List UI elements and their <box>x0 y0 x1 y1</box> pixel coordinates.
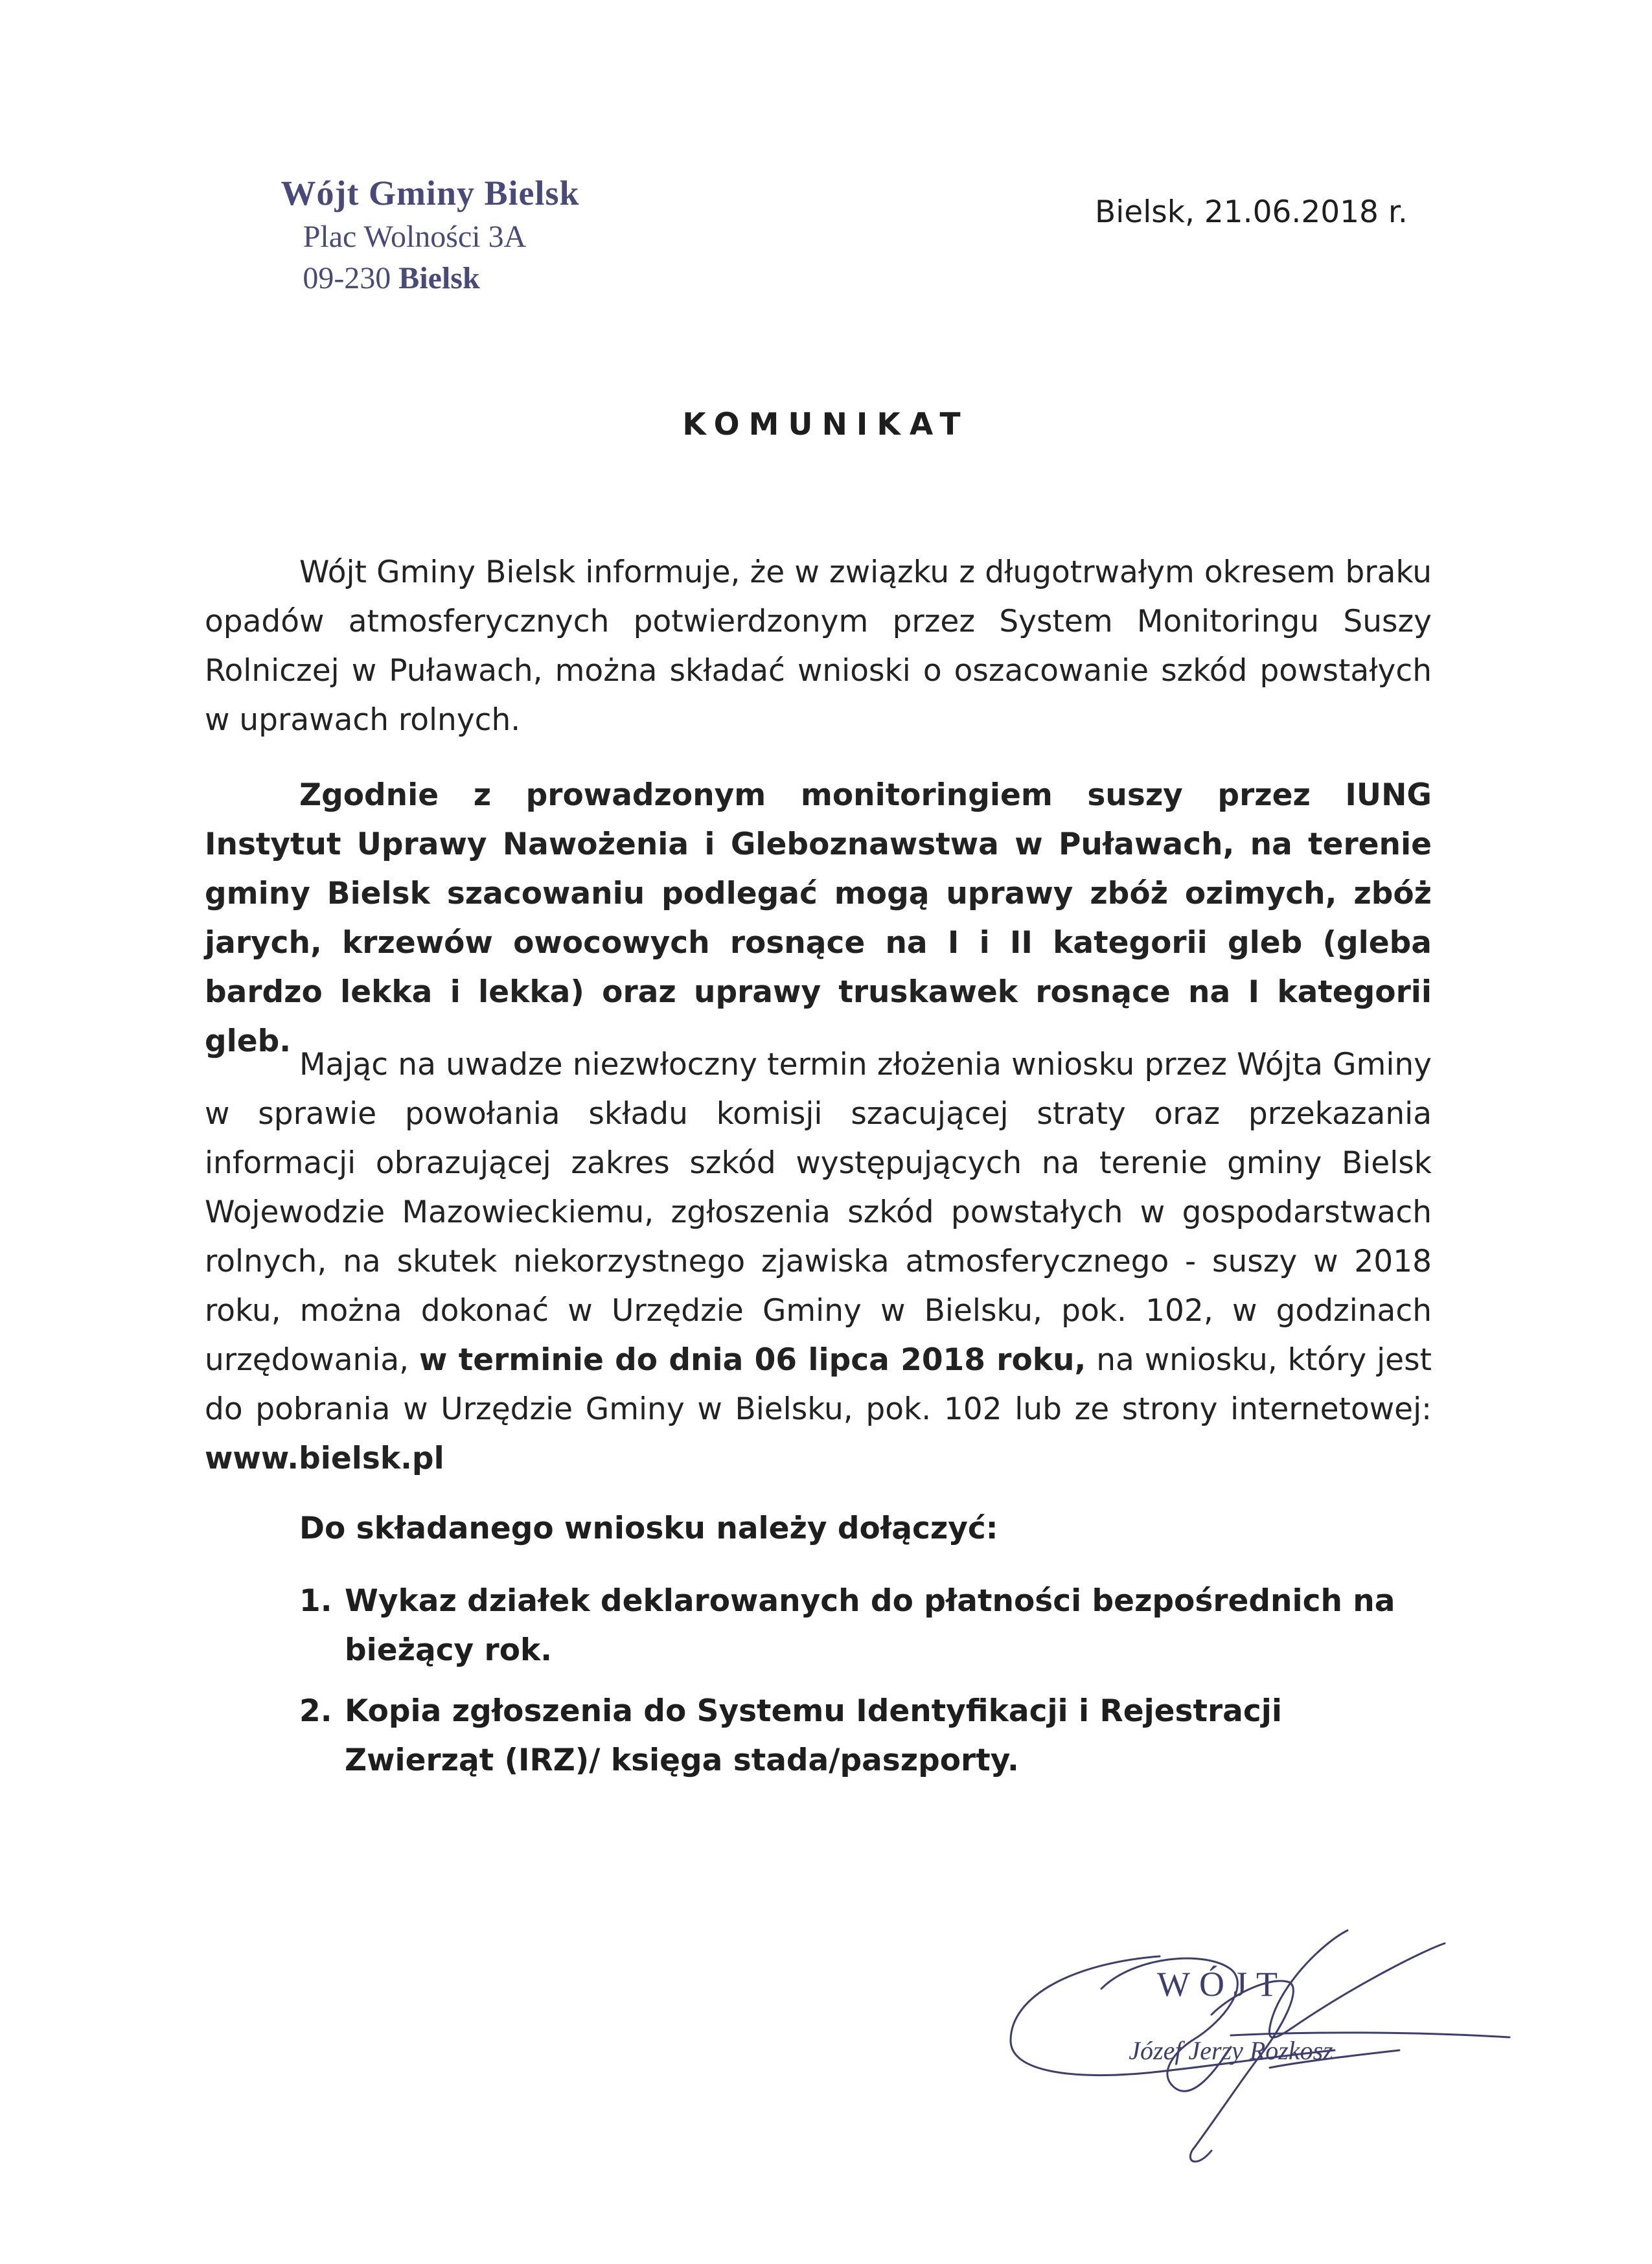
signature-name: Józef Jerzy Rozkosz <box>1129 2036 1333 2065</box>
list-item-number: 1. <box>299 1583 332 1619</box>
list-item-text: Kopia zgłoszenia do Systemu Identyfikacji i Rejestracji Zwierząt (IRZ)/ księga stada/paszporty. <box>345 1693 1282 1778</box>
sender-name: Wójt Gminy Bielsk <box>281 174 580 212</box>
sender-street: Plac Wolności 3A <box>303 220 527 254</box>
deadline-text: w terminie do dnia 06 lipca 2018 roku, <box>419 1342 1086 1378</box>
website-url: www.bielsk.pl <box>205 1441 444 1476</box>
place-and-date: Bielsk, 21.06.2018 r. <box>1095 194 1408 230</box>
document-title: KOMUNIKAT <box>682 407 970 442</box>
sender-postcode: 09-230 <box>303 261 391 295</box>
list-item <box>299 1687 1436 1785</box>
list-item <box>299 1577 1436 1675</box>
paragraph-monitoring: Zgodnie z prowadzonym monitoringiem suszy przez IUNG Instytut Uprawy Nawożenia i Gleboznawstwa w Puławach, na terenie gminy Bielsk szacowaniu podlegać mogą uprawy zbóż ozimych, zbóż jarych, krzewów owocowych rosnące na I i II kategorii gleb (gleba bardzo lekka i lekka) oraz uprawy truskawek rosnące na I kategorii gleb. <box>205 777 1432 1059</box>
paragraph-procedure <box>205 1040 1432 1483</box>
procedure-text: Mając na uwadze niezwłoczny termin złożenia wniosku przez Wójta Gminy w sprawie powołania składu komisji szacującej straty oraz przekazania informacji obrazującej zakres szkód występujących na terenie gminy Bielsk Wojewodzie Mazowieckiemu, zgłoszenia szkód powstałych w gospodarstwach rolnych, na skutek niekorzystnego zjawiska atmosferycznego - suszy w 2018 roku, można dokonać w Urzędzie Gminy w Bielsku, pok. 102, w godzinach urzędowania, <box>205 1047 1432 1378</box>
sender-postcode-city <box>184 258 599 299</box>
attachments-list <box>299 1577 1436 1797</box>
list-item-number: 2. <box>299 1693 332 1729</box>
paragraph-intro: Wójt Gminy Bielsk informuje, że w związku z długotrwałym okresem braku opadów atmosferycznych potwierdzonym przez System Monitoringu Suszy Rolniczej w Puławach, można składać wnioski o oszacowanie szkód powstałych w uprawach rolnych. <box>205 555 1432 738</box>
attachments-heading: Do składanego wniosku należy dołączyć: <box>299 1511 998 1546</box>
sender-stamp <box>262 170 599 299</box>
procedure-text-cont: na wniosku, który jest do pobrania w Urzędzie Gminy w Bielsku, pok. 102 lub ze strony internetowej: <box>205 1342 1432 1427</box>
sender-city: Bielsk <box>398 261 480 295</box>
signature-title: WÓJT <box>1157 1965 1287 2004</box>
list-item-text: Wykaz działek deklarowanych do płatności bezpośrednich na bieżący rok. <box>345 1583 1395 1668</box>
